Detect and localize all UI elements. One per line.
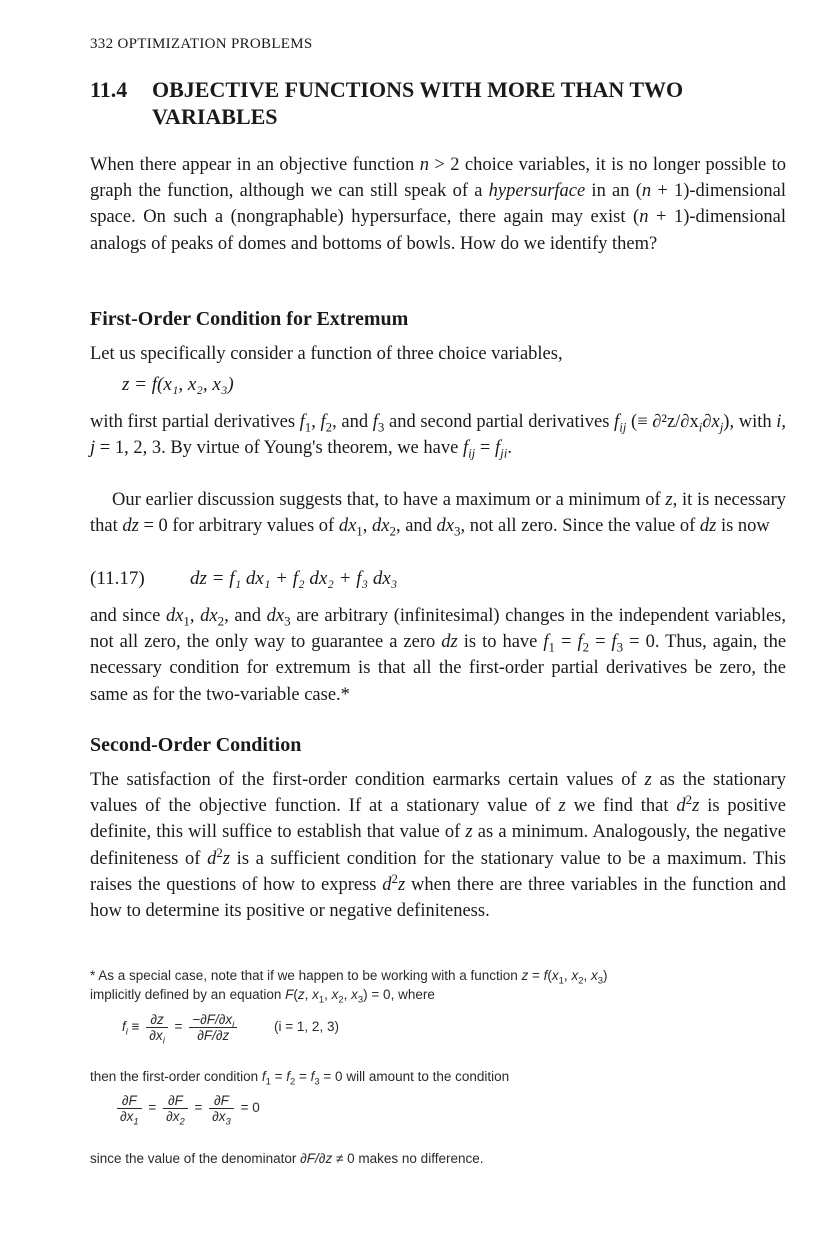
equation-total-differential: dz = f₁ dx₁ + f₂ dx₂ + f₃ dx₃: [190, 568, 398, 589]
footnote-condition-equation: $\frac{\partial F}{\partial x_1}$ = $\frac{\partial F}{\partial x_2}$ = $\frac{\partial F}{\partial x_3}$ = 0: [114, 1093, 260, 1124]
soc-paragraph: The satisfaction of the first-order condition earmarks certain values of z as the stationary values of the objective function. If at a stationary value of z we find that $d^2z$ is positive definite, this will suffice to establish that value of z as a minimum. Analogously, the negative definiteness of $d^2z$ is a sufficient condition for the stationary value to be a maximum. This raises the questions of how to express $d^2z$ when there are three variables in the function and how to determine its positive or negative definiteness.: [90, 770, 786, 922]
footnote-conclusion: since the value of the denominator ∂F/∂z ≠ 0 makes no difference.: [90, 1151, 484, 1166]
running-head-title: OPTIMIZATION PROBLEMS: [117, 36, 313, 52]
section-title: [90, 76, 770, 130]
soc-heading: Second-Order Condition: [90, 734, 302, 756]
index-range: (i = 1, 2, 3): [274, 1019, 339, 1035]
section-title-line1: OBJECTIVE FUNCTIONS WITH MORE THAN TWO: [152, 77, 684, 102]
foc-paragraph-2: with first partial derivatives $f_1$, $f_2$, and $f_3$ and second partial derivatives $f_{ij}$ (≡ $\partial^2z/\partial x_i\partial x_j$), with i, j = 1, 2, 3. By virtue of Young's theorem, we have $f_{ij} = f_{ji}$.: [90, 412, 787, 461]
footnote-implicit-derivative: $f_i$ ≡ $\frac{\partial z}{\partial x_i}$ = $\frac{-\partial F/\partial x_i}{\partial F/\partial z}$ (i = 1, 2, 3): [122, 1012, 339, 1047]
foc-paragraph-1: Let us specifically consider a function of three choice variables,: [90, 344, 563, 364]
page-number: 332: [90, 36, 114, 52]
running-head: [90, 36, 313, 53]
equation-function: z = f(x₁, x₂, x₃): [122, 374, 234, 395]
footnote-condition: then the first-order condition $f_1 = f_2 = f_3 = 0$ will amount to the condition: [90, 1069, 510, 1088]
section-number: 11.4: [90, 77, 128, 102]
intro-paragraph: When there appear in an objective function n > 2 choice variables, it is no longer possible to graph the function, although we can still speak of a hypersurface in an (n + 1)-dimensional space. On such a (nongraphable) hypersurface, there again may exist (n + 1)-dimensional analogs of peaks of domes and bottoms of bowls. How do we identify them?: [90, 155, 786, 254]
section-title-line2: VARIABLES: [152, 104, 278, 129]
foc-paragraph-4: and since $dx_1$, $dx_2$, and $dx_3$ are arbitrary (infinitesimal) changes in the independent variables, not all zero, the only way to guarantee a zero dz is to have $f_1 = f_2 = f_3 = 0$. Thus, again, the necessary condition for extremum is that all the first-order partial derivatives be zero, the same as for the two-variable case.*: [90, 606, 787, 705]
foc-paragraph-3: Our earlier discussion suggests that, to have a maximum or a minimum of z, it is necessary that dz = 0 for arbitrary values of $dx_1$, $dx_2$, and $dx_3$, not all zero. Since the value of dz is now: [90, 490, 786, 539]
footnote-intro: * As a special case, note that if we happen to be working with a function $z = f(x_1$, $x_2$, $x_3$) implicitly defined by an equation F(z, $x_1$, $x_2$, $x_3) = 0$, where: [90, 968, 608, 1006]
equation-11-17: [90, 568, 397, 590]
equation-label: (11.17): [90, 568, 145, 589]
foc-heading: First-Order Condition for Extremum: [90, 308, 409, 330]
